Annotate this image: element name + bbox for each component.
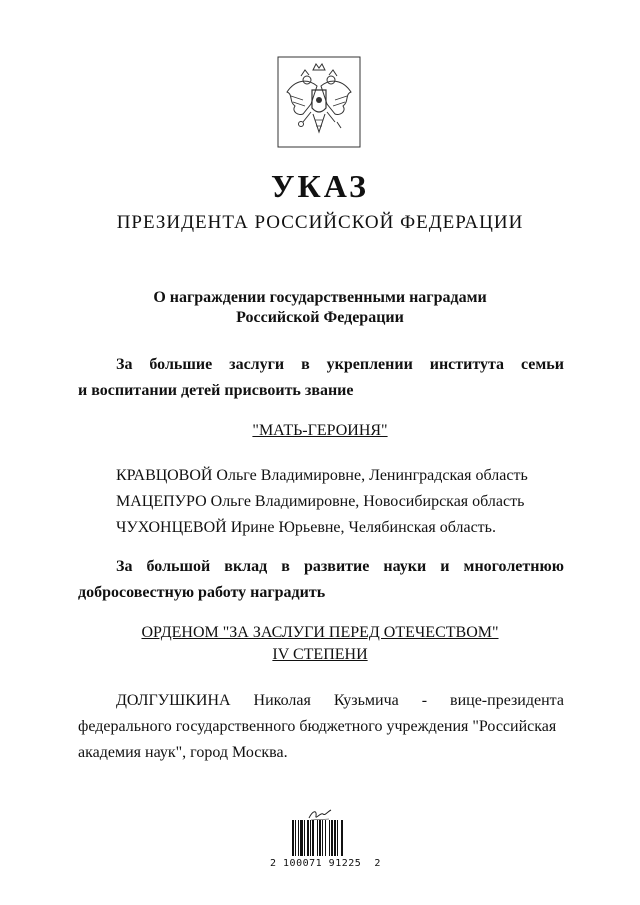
barcode-icon (291, 820, 359, 858)
recipient-line: федерального государственного бюджетного учреждения "Российская (78, 718, 557, 735)
list-item: КРАВЦОВОЙ Ольге Владимировне, Ленинградская область (116, 467, 528, 484)
section2-intro-line: За большой вклад в развитие науки и многолетнюю (116, 558, 564, 575)
coat-of-arms-icon (277, 56, 361, 148)
heading-line: О награждении государственными наградами (153, 289, 487, 306)
barcode-number: 2 100071 91225 2 (270, 858, 381, 869)
decree-heading (0, 288, 640, 328)
list-item: ЧУХОНЦЕВОЙ Ирине Юрьевне, Челябинская область. (116, 519, 496, 536)
recipient-list (116, 463, 528, 541)
award-title-mother-heroine: "МАТЬ-ГЕРОИНЯ" (252, 422, 388, 439)
award-title-degree: IV СТЕПЕНИ (272, 646, 368, 663)
section1-intro-line: За большие заслуги в укреплении института семьи (116, 356, 564, 373)
section2-recipient (78, 688, 564, 766)
decree-subtitle: ПРЕЗИДЕНТА РОССИЙСКОЙ ФЕДЕРАЦИИ (116, 212, 524, 233)
decree-title: УКАЗ (271, 168, 369, 204)
award-title-order: ОРДЕНОМ "ЗА ЗАСЛУГИ ПЕРЕД ОТЕЧЕСТВОМ" (141, 624, 499, 641)
section1-intro-line: и воспитании детей присвоить звание (78, 382, 354, 399)
heading-line: Российской Федерации (236, 309, 404, 326)
list-item: МАЦЕПУРО Ольге Владимировне, Новосибирская область (116, 493, 525, 510)
recipient-line: академия наук", город Москва. (78, 744, 288, 761)
section1-intro (78, 352, 564, 404)
section2-intro-line: добросовестную работу наградить (78, 584, 326, 601)
section2-intro (78, 554, 564, 606)
recipient-line: ДОЛГУШКИНА Николая Кузьмича - вице-президента (116, 692, 564, 709)
